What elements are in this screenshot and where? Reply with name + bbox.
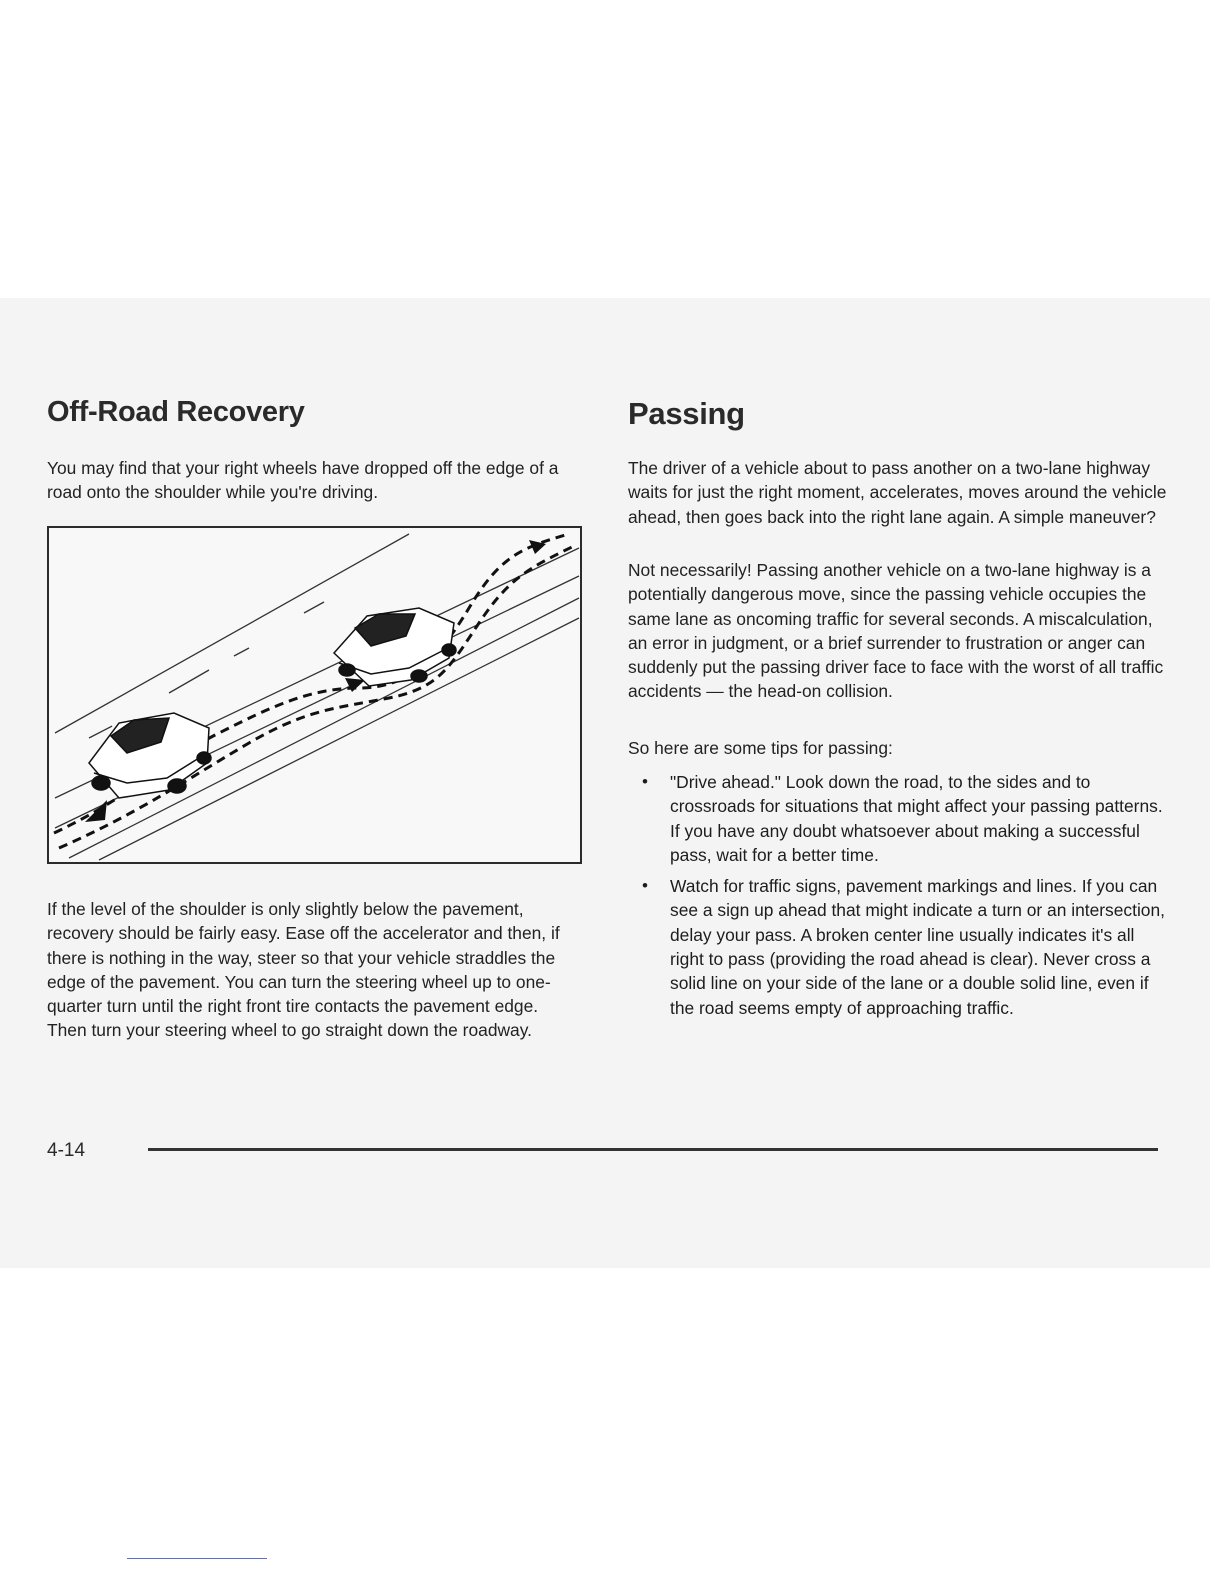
off-road-recovery-illustration bbox=[47, 526, 582, 864]
list-item-text: Watch for traffic signs, pavement markings and lines. If you can see a sign up ahead that might indicate a turn or an intersection, delay your pass. A broken center line usually indicates it's all right to pass (providing the road ahead is clear). Never cross a solid line on your side of the lane or a double solid line, even if the road seems empty of approaching traffic. bbox=[670, 876, 1165, 1018]
passing-tips-intro: So here are some tips for passing: bbox=[628, 738, 893, 758]
footer-rule bbox=[148, 1148, 1158, 1151]
bullet-icon: • bbox=[642, 876, 648, 896]
list-item bbox=[628, 770, 1168, 867]
passing-heading: Passing bbox=[628, 396, 745, 431]
passing-tips-list bbox=[628, 770, 1168, 1027]
road-diagram bbox=[49, 528, 580, 862]
car-front-icon bbox=[334, 608, 456, 686]
off-road-recovery-section bbox=[47, 396, 579, 503]
arrow-head-1 bbox=[85, 800, 107, 822]
bullet-icon: • bbox=[642, 772, 648, 791]
recovery-path-lower bbox=[59, 546, 574, 848]
passing-section bbox=[628, 396, 1168, 1018]
off-road-intro-text: You may find that your right wheels have dropped off the edge of a road onto the shoulder while you're driving. bbox=[47, 458, 559, 503]
off-road-recovery-heading: Off-Road Recovery bbox=[47, 396, 305, 428]
off-road-recovery-body: If the level of the shoulder is only slightly below the pavement, recovery should be fairly easy. Ease off the accelerator and then, if there is nothing in the way, steer so that your vehicle straddles the edge of the pavement. You can turn the steering wheel up to one-quarter turn until the right front tire contacts the pavement edge. Then turn your steering wheel to go straight down the roadway. bbox=[47, 899, 560, 1041]
page-number: 4-14 bbox=[47, 1140, 86, 1161]
passing-paragraph-2: Not necessarily! Passing another vehicle on a two-lane highway is a potentially dangerous move, since the passing vehicle occupies the same lane as oncoming traffic for several seconds. A miscalculation, an error in judgment, or a brief surrender to frustration or anger can suddenly put the passing driver face to face with the worst of all traffic accidents — the head-on collision. bbox=[628, 560, 1164, 702]
list-item bbox=[628, 874, 1168, 1020]
passing-paragraph-1: The driver of a vehicle about to pass another on a two-lane highway waits for just the right moment, accelerates, moves around the vehicle ahead, then goes back into the right lane again. A simple maneuver? bbox=[628, 458, 1167, 527]
list-item-text: "Drive ahead." Look down the road, to the sides and to crossroads for situations that might affect your passing patterns. If you have any doubt whatsoever about making a successful pass, wait for a better time. bbox=[670, 772, 1163, 865]
car-rear-icon bbox=[89, 713, 211, 798]
bottom-link-underline[interactable] bbox=[127, 1558, 267, 1559]
